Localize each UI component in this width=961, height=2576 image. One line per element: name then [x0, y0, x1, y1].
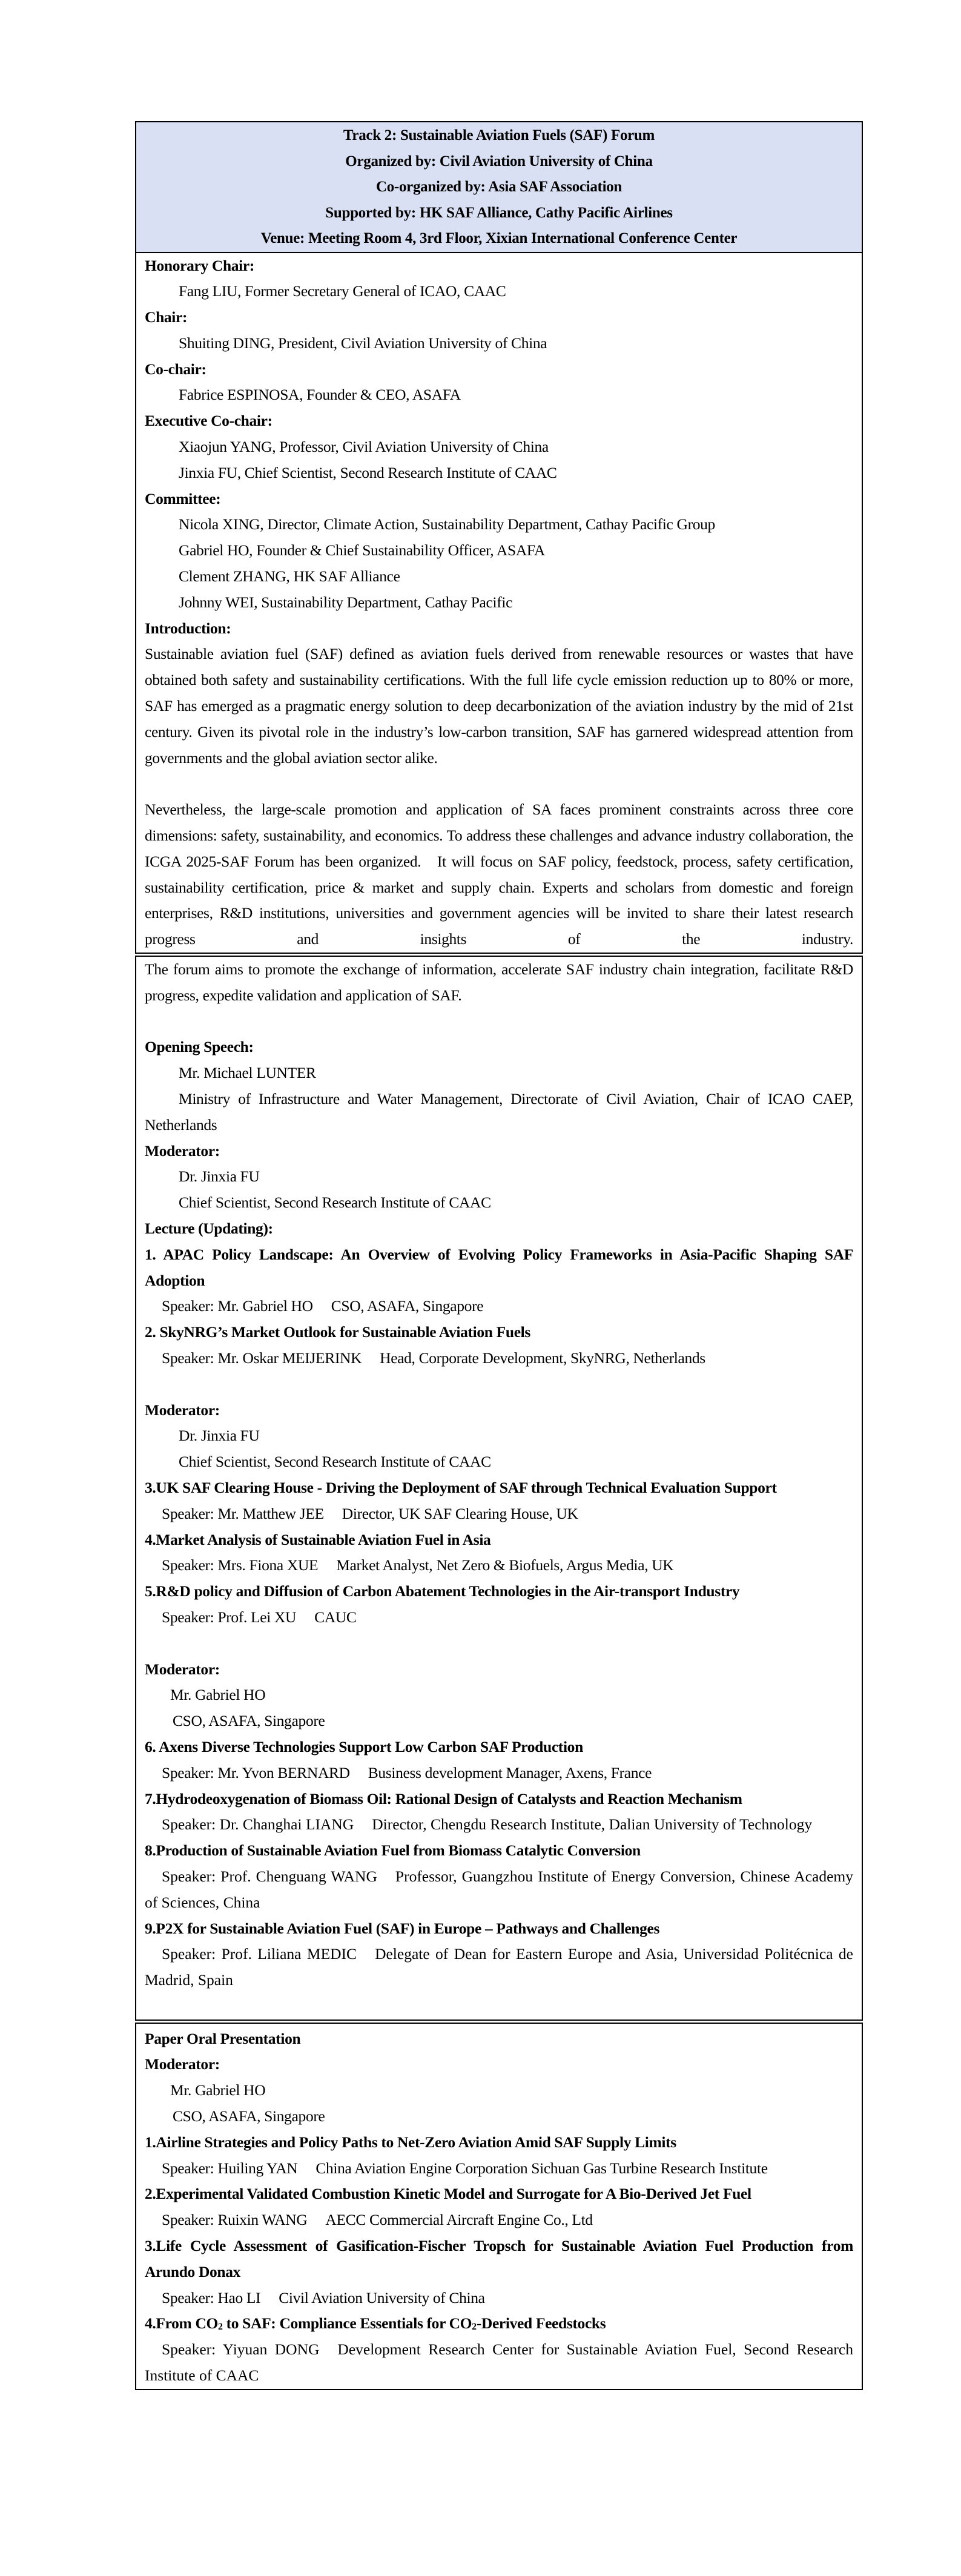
- speaker-name: Speaker: Mr. Yvon BERNARD: [162, 1763, 350, 1782]
- talk-title: 5.R&D policy and Diffusion of Carbon Abatement Technologies in the Air-transport Industry: [145, 1582, 740, 1600]
- lecture-label: Lecture (Updating):: [145, 1219, 273, 1237]
- talk-speaker: [145, 1812, 853, 1838]
- committee-member: Gabriel HO, Founder & Chief Sustainability Officer, ASAFA: [179, 541, 545, 560]
- co-organizer: Co-organized by: Asia SAF Association: [375, 179, 623, 195]
- speaker-name: Speaker: Mr. Matthew JEE: [162, 1504, 324, 1522]
- program-block-overview: [135, 121, 863, 954]
- talk-speaker: [145, 1760, 853, 1786]
- speaker-name: Speaker: Yiyuan DONG: [162, 2340, 320, 2359]
- forum-header: [136, 122, 862, 253]
- committee-member: Clement ZHANG, HK SAF Alliance: [179, 567, 400, 586]
- co-chair-name: Fabrice ESPINOSA, Founder & CEO, ASAFA: [179, 386, 461, 404]
- talk-item: [145, 2130, 853, 2182]
- program-block-paper-oral: [135, 2023, 863, 2390]
- talk-title: 8.Production of Sustainable Aviation Fuel from Biomass Catalytic Conversion: [145, 1841, 641, 1860]
- talk-item: [145, 1319, 853, 1372]
- committee-member: Johnny WEI, Sustainability Department, Cathay Pacific: [179, 593, 513, 611]
- speaker-affiliation: Professor, Guangzhou Institute of Energy Conversion, Chinese Academy of Sciences, China: [145, 1867, 853, 1911]
- organizer: Organized by: Civil Aviation University of China: [345, 153, 653, 170]
- speaker-affiliation: China Aviation Engine Corporation Sichuan Gas Turbine Research Institute: [315, 2159, 768, 2177]
- speaker-affiliation: Delegate of Dean for Eastern Europe and Asia, Universidad Politécnica de Madrid, Spain: [145, 1945, 853, 1989]
- talk-speaker: [145, 1501, 853, 1527]
- speaker-name: Speaker: Huiling YAN: [162, 2159, 298, 2177]
- talk-item: [145, 1475, 853, 1527]
- paper-oral-label: Paper Oral Presentation: [145, 2029, 301, 2047]
- talk-title: 3.UK SAF Clearing House - Driving the Deployment of SAF through Technical Evaluation Support: [145, 1478, 777, 1496]
- spacer: [145, 771, 853, 797]
- moderator-affiliation: CSO, ASAFA, Singapore: [173, 1712, 325, 1730]
- speaker-name: Speaker: Mr. Oskar MEIJERINK: [162, 1349, 362, 1367]
- speaker-name: Speaker: Mr. Gabriel HO: [162, 1297, 313, 1315]
- talk-item: [145, 1786, 853, 1838]
- moderator-name: Mr. Gabriel HO: [170, 2081, 266, 2099]
- talk-title: 6. Axens Diverse Technologies Support Low Carbon SAF Production: [145, 1737, 583, 1755]
- paper-oral-body: [136, 2024, 862, 2389]
- talk-title: 2.Experimental Validated Combustion Kinetic Model and Surrogate for A Bio-Derived Jet Fuel: [145, 2185, 751, 2203]
- moderator-name: Mr. Gabriel HO: [170, 1686, 266, 1704]
- forum-title: Track 2: Sustainable Aviation Fuels (SAF) Forum: [343, 127, 655, 144]
- talk-speaker: [145, 1605, 853, 1631]
- moderator-affiliation: CSO, ASAFA, Singapore: [173, 2107, 325, 2125]
- moderator-label: Moderator:: [145, 2055, 220, 2073]
- lectures-body: [136, 957, 862, 2020]
- co-chair-label: Co-chair:: [145, 360, 206, 378]
- speaker-affiliation: Director, Chengdu Research Institute, Dalian University of Technology: [372, 1815, 813, 1834]
- opening-speaker-name: Mr. Michael LUNTER: [179, 1064, 316, 1082]
- spacer: [145, 1631, 853, 1657]
- talk-speaker: [145, 2156, 853, 2182]
- overview-body: [136, 253, 862, 953]
- spacer: [145, 1372, 853, 1398]
- talk-title: 4.From $CO_2$ to SAF: Compliance Essentials for $CO_2$-Derived Feedstocks: [145, 2314, 606, 2333]
- talk-title: 1. APAC Policy Landscape: An Overview of Evolving Policy Frameworks in Asia-Pacific Shaping SAF Adoption: [145, 1245, 853, 1289]
- talk-title: 9.P2X for Sustainable Aviation Fuel (SAF) in Europe – Pathways and Challenges: [145, 1919, 660, 1937]
- talk-title: 2. SkyNRG’s Market Outlook for Sustainable Aviation Fuels: [145, 1323, 530, 1341]
- supporters: Supported by: HK SAF Alliance, Cathy Pacific Airlines: [325, 204, 673, 221]
- introduction-paragraph: Sustainable aviation fuel (SAF) defined as aviation fuels derived from renewable resources or wastes that have obtained both safety and sustainability certifications. With the full life cycle emission reduction up to 80% or more, SAF has emerged as a pragmatic energy solution to deep decarbonization of the aviation industry by the mid of 21st century. Given its pivotal role in the industry’s low-carbon transition, SAF has garnered widespread attention from governments and the global aviation sector alike.: [145, 645, 853, 767]
- talk-speaker: [145, 2337, 853, 2389]
- speaker-affiliation: AECC Commercial Aircraft Engine Co., Ltd: [325, 2211, 593, 2229]
- speaker-name: Speaker: Dr. Changhai LIANG: [162, 1815, 354, 1834]
- talk-item: [145, 1527, 853, 1579]
- opening-speaker-affiliation: Ministry of Infrastructure and Water Management, Directorate of Civil Aviation, Chair of ICAO CAEP, Netherlands: [145, 1090, 853, 1134]
- talk-speaker: [145, 1346, 853, 1372]
- talk-item: [145, 1838, 853, 1915]
- moderator-affiliation: Chief Scientist, Second Research Institute of CAAC: [179, 1194, 491, 1212]
- committee-member: Nicola XING, Director, Climate Action, Sustainability Department, Cathay Pacific Group: [179, 515, 715, 533]
- speaker-name: Speaker: Ruixin WANG: [162, 2211, 308, 2229]
- venue: Venue: Meeting Room 4, 3rd Floor, Xixian International Conference Center: [260, 230, 738, 246]
- speaker-affiliation: Development Research Center for Sustainable Aviation Fuel, Second Research Institute of CAAC: [145, 2340, 853, 2385]
- introduction-label: Introduction:: [145, 619, 231, 637]
- speaker-affiliation: Director, UK SAF Clearing House, UK: [342, 1504, 578, 1522]
- talk-speaker: [145, 1941, 853, 1993]
- talk-title: 7.Hydrodeoxygenation of Biomass Oil: Rational Design of Catalysts and Reaction Mechanism: [145, 1789, 742, 1808]
- speaker-name: Speaker: Prof. Lei XU: [162, 1608, 297, 1626]
- chair-name: Shuiting DING, President, Civil Aviation University of China: [179, 334, 547, 352]
- talk-speaker: [145, 1553, 853, 1579]
- opening-speech-label: Opening Speech:: [145, 1038, 254, 1056]
- program-block-lectures: [135, 956, 863, 2021]
- talk-title: 3.Life Cycle Assessment of Gasification-Fischer Tropsch for Sustainable Aviation Fuel Production from Arundo Donax: [145, 2237, 853, 2280]
- spacer: [145, 1009, 853, 1035]
- talk-speaker: [145, 1293, 853, 1319]
- moderator-label: Moderator:: [145, 1141, 220, 1160]
- speaker-affiliation: CAUC: [314, 1608, 357, 1626]
- speaker-affiliation: Market Analyst, Net Zero & Biofuels, Argus Media, UK: [336, 1556, 674, 1574]
- talk-item: [145, 1734, 853, 1786]
- introduction-paragraph: The forum aims to promote the exchange of information, accelerate SAF industry chain integration, facilitate R&D progress, expedite validation and application of SAF.: [145, 960, 853, 1004]
- committee-label: Committee:: [145, 489, 221, 507]
- moderator-label: Moderator:: [145, 1660, 220, 1678]
- talk-item: [145, 1579, 853, 1631]
- honorary-chair-name: Fang LIU, Former Secretary General of ICAO, CAAC: [179, 282, 506, 300]
- forum-program: [135, 121, 863, 2390]
- talk-title: 1.Airline Strategies and Policy Paths to Net-Zero Aviation Amid SAF Supply Limits: [145, 2133, 676, 2151]
- moderator-affiliation: Chief Scientist, Second Research Institute of CAAC: [179, 1453, 491, 1471]
- speaker-name: Speaker: Hao LI: [162, 2288, 261, 2307]
- spacer: [145, 1993, 853, 2020]
- chair-label: Chair:: [145, 308, 188, 326]
- executive-co-chair-name: Jinxia FU, Chief Scientist, Second Research Institute of CAAC: [179, 463, 557, 481]
- honorary-chair-label: Honorary Chair:: [145, 256, 255, 274]
- introduction-paragraph: Nevertheless, the large-scale promotion and application of SA faces prominent constraints across three core dimensions: safety, sustainability, and economics. To address these challenges and advance industry collaboration, the ICGA 2025-SAF Forum has been organized. It will focus on SAF policy, feedstock, process, safety certification, sustainability certification, price & market and supply chain. Experts and scholars from domestic and foreign enterprises, R&D institutions, universities and government agencies will be invited to share their latest research progress and insights of the industry.: [145, 801, 853, 948]
- talk-speaker: [145, 1864, 853, 1916]
- speaker-affiliation: CSO, ASAFA, Singapore: [331, 1297, 484, 1315]
- moderator-name: Dr. Jinxia FU: [179, 1167, 260, 1186]
- talk-item: [145, 1242, 853, 1319]
- speaker-affiliation: Head, Corporate Development, SkyNRG, Netherlands: [380, 1349, 705, 1367]
- talk-speaker: [145, 2207, 853, 2233]
- talk-item: [145, 1916, 853, 1993]
- speaker-affiliation: Business development Manager, Axens, France: [368, 1763, 652, 1782]
- moderator-label: Moderator:: [145, 1401, 220, 1419]
- executive-co-chair-label: Executive Co-chair:: [145, 412, 272, 430]
- talk-item: [145, 2311, 853, 2388]
- executive-co-chair-name: Xiaojun YANG, Professor, Civil Aviation University of China: [179, 438, 549, 456]
- speaker-name: Speaker: Prof. Chenguang WANG: [162, 1867, 377, 1885]
- talk-title: 4.Market Analysis of Sustainable Aviation Fuel in Asia: [145, 1530, 491, 1548]
- speaker-affiliation: Civil Aviation University of China: [279, 2288, 485, 2307]
- speaker-name: Speaker: Mrs. Fiona XUE: [162, 1556, 319, 1574]
- speaker-name: Speaker: Prof. Liliana MEDIC: [162, 1945, 357, 1963]
- talk-speaker: [145, 2285, 853, 2311]
- talk-item: [145, 2181, 853, 2233]
- talk-item: [145, 2233, 853, 2311]
- moderator-name: Dr. Jinxia FU: [179, 1427, 260, 1445]
